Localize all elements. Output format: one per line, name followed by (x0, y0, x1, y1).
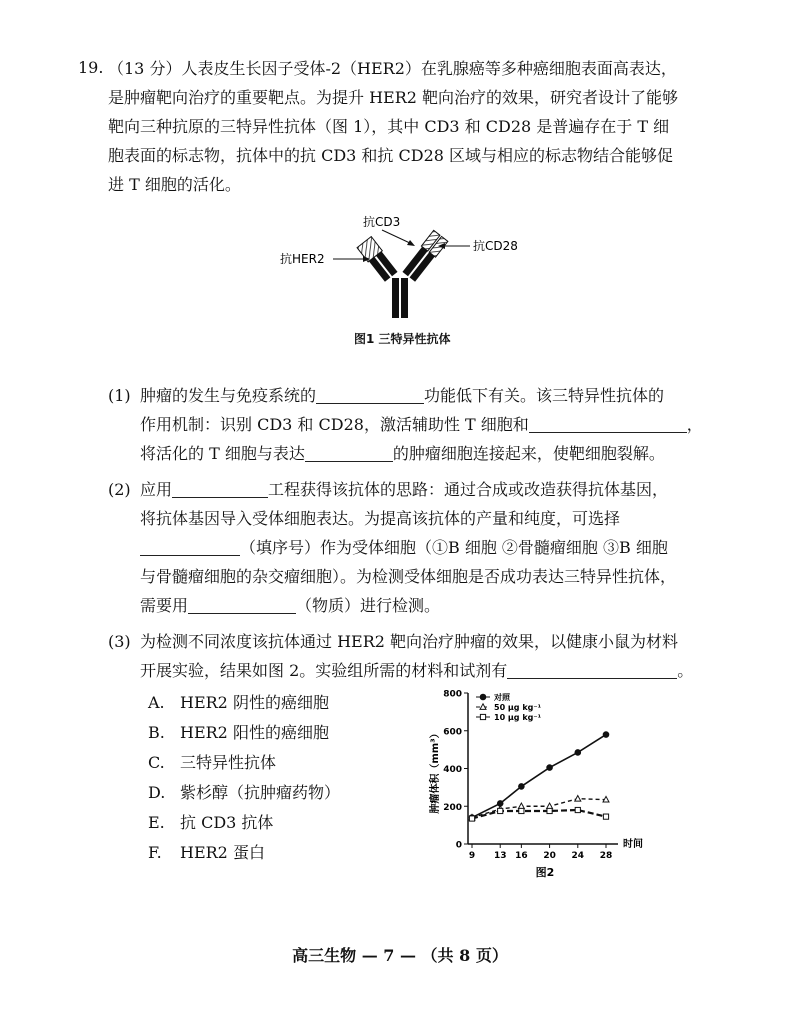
part1-text: 肿瘤的发生与免疫系统的 (140, 386, 317, 405)
y-axis-label: 肿瘤体积（mm³） (430, 728, 441, 814)
figure1-antibody-diagram (270, 210, 550, 320)
answer-blank[interactable] (316, 385, 424, 404)
data-point (547, 808, 552, 813)
intro-line: 靶向三种抗原的三特异性抗体（图 1），其中 CD3 和 CD28 是普遍存在于 T 细 (108, 117, 670, 136)
option-d[interactable]: D. 紫杉醇（抗肿瘤药物） (148, 783, 341, 802)
option-b[interactable]: B. HER2 阳性的癌细胞 (148, 723, 329, 742)
part1-text: 的肿瘤细胞连接起来，使靶细胞裂解。 (392, 444, 665, 463)
anti-cd3-cd28-arm (402, 230, 448, 282)
antibody-stem (392, 278, 399, 318)
chart-title: 图2 (535, 866, 555, 879)
part1-text: 将活化的 T 细胞与表达 (140, 444, 305, 463)
x-tick-label: 16 (515, 851, 528, 861)
data-point (575, 807, 580, 812)
intro-line: 进 T 细胞的活化。 (108, 175, 241, 194)
part1-text: 作用机制：识别 CD3 和 CD28，激活辅助性 T 细胞和 (140, 415, 529, 434)
part1-text: ， (686, 415, 703, 434)
part1-label: (1) (108, 386, 131, 405)
legend-label: 对照 (494, 693, 510, 702)
intro-line: 胞表面的标志物，抗体中的抗 CD3 和抗 CD28 区域与相应的标志物结合能够促 (108, 146, 674, 165)
y-tick-label: 800 (443, 689, 462, 700)
part2-text: 工程获得该抗体的思路：通过合成或改造获得抗体基因， (268, 480, 669, 499)
part3-text: 为检测不同浓度该抗体通过 HER2 靶向治疗肿瘤的效果，以健康小鼠为材料 (140, 632, 679, 651)
part3-label: (3) (108, 632, 131, 651)
answer-blank[interactable] (172, 479, 268, 498)
answer-blank[interactable] (305, 443, 393, 462)
x-tick-label: 13 (493, 851, 507, 861)
part2-text: 将抗体基因导入受体细胞表达。为提高该抗体的产量和纯度，可选择 (140, 509, 621, 528)
figure2-chart (420, 683, 660, 883)
part2-text: 需要用 (140, 596, 189, 615)
part3-text: 开展实验，结果如图 2。实验组所需的材料和试剂有 (140, 661, 508, 680)
label-anti-cd3: 抗CD3 (363, 215, 401, 229)
data-point (603, 814, 608, 819)
legend-label: 50 μg kg⁻¹ (494, 703, 542, 712)
data-point (480, 714, 485, 719)
x-tick-label: 24 (571, 851, 585, 861)
option-f[interactable]: F. HER2 蛋白 (148, 843, 265, 862)
intro-line: 是肿瘤靶向治疗的重要靶点。为提升 HER2 靶向治疗的效果，研究者设计了能够 (108, 88, 679, 107)
x-tick-label: 20 (543, 851, 556, 861)
option-a[interactable]: A. HER2 阴性的癌细胞 (148, 693, 329, 712)
data-point (519, 808, 524, 813)
y-tick-label: 600 (443, 727, 462, 738)
answer-blank[interactable] (140, 537, 240, 556)
arrowhead-cd3 (407, 240, 415, 246)
data-point (575, 750, 581, 756)
arrow-cd3 (382, 230, 412, 244)
data-point (498, 808, 503, 813)
question-number: 19. (78, 58, 104, 77)
data-point (547, 803, 553, 809)
label-anti-cd28: 抗CD28 (473, 239, 518, 253)
part2-label: (2) (108, 480, 131, 499)
figure1-caption: 图1 三特异性抗体 (354, 332, 451, 346)
option-c[interactable]: C. 三特异性抗体 (148, 753, 277, 772)
part1-text: 功能低下有关。该三特异性抗体的 (424, 386, 665, 405)
x-tick-label: 28 (599, 851, 613, 861)
part3-text: 。 (677, 661, 694, 680)
intro-line: （13 分）人表皮生长因子受体-2（HER2）在乳腺癌等多种癌细胞表面高表达， (108, 59, 677, 78)
x-axis-label: 时间 (623, 839, 643, 850)
part2-text: （填序号）作为受体细胞（①B 细胞 ②骨髓瘤细胞 ③B 细胞 (240, 538, 668, 557)
part2-text: （物质）进行检测。 (296, 596, 441, 615)
part2-text: 与骨髓瘤细胞的杂交瘤细胞）。为检测受体细胞是否成功表达三特异性抗体， (140, 567, 677, 586)
options-list (148, 688, 340, 868)
data-point (519, 784, 525, 790)
y-tick-label: 400 (443, 765, 462, 775)
y-tick-label: 200 (443, 802, 462, 813)
data-point (603, 732, 609, 738)
page-footer: 高三生物 — 7 — （共 8 页） (292, 946, 508, 965)
part2-text: 应用 (140, 480, 173, 499)
chart-legend (476, 692, 542, 722)
x-tick-label: 9 (468, 851, 476, 861)
data-point (480, 694, 486, 700)
answer-blank[interactable] (529, 414, 687, 433)
data-point (547, 765, 553, 771)
answer-blank[interactable] (507, 660, 677, 679)
series-line (472, 735, 606, 818)
legend-label: 10 μg kg⁻¹ (494, 713, 542, 722)
label-anti-her2: 抗HER2 (280, 252, 325, 266)
question-intro (108, 54, 728, 199)
answer-blank[interactable] (188, 595, 296, 614)
antibody-stem (401, 278, 408, 318)
data-point (575, 796, 581, 802)
data-point (469, 816, 474, 821)
y-tick-label: 0 (455, 840, 462, 851)
option-e[interactable]: E. 抗 CD3 抗体 (148, 813, 274, 832)
